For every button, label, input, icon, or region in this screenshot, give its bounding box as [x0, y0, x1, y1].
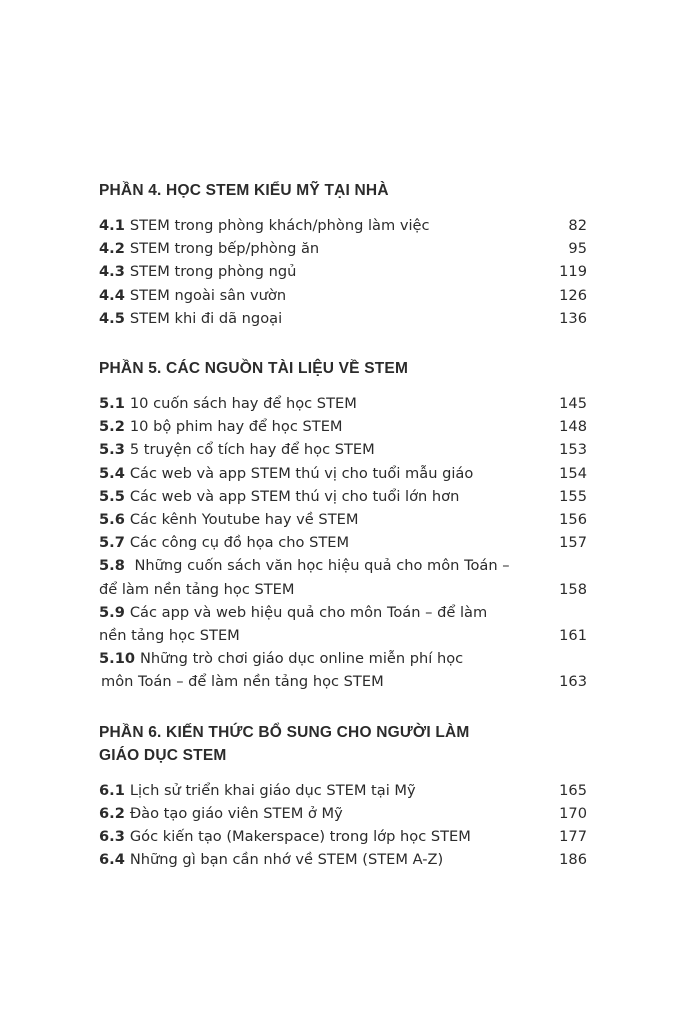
toc-entry: [99, 284, 587, 307]
section-title: PHẦN 5. CÁC NGUỒN TÀI LIỆU VỀ STEM: [99, 360, 409, 378]
entry-page: 163: [559, 673, 587, 691]
entry-number: 5.4: [99, 464, 125, 482]
section-6: [99, 721, 587, 872]
entry-number: 5.10: [99, 650, 136, 668]
entry-number: 5.8: [99, 557, 125, 575]
toc-entry: [99, 647, 587, 693]
entry-title: 5.9 Các app và web hiệu quả cho môn Toán – để làm nền tảng học STEM: [99, 603, 488, 645]
toc-entry: [99, 237, 587, 260]
entry-title: STEM trong phòng ngủ: [129, 263, 297, 281]
entry-number: 5.3: [99, 441, 125, 459]
toc-entry: [99, 601, 587, 647]
toc-entry: [99, 415, 587, 438]
entry-number: 6.4: [99, 851, 125, 869]
entry-page: 161: [559, 627, 587, 645]
toc-entry: [99, 485, 587, 508]
toc-entry: [99, 779, 587, 802]
entry-number: 4.5: [99, 309, 125, 327]
entry-number: 5.5: [99, 487, 125, 505]
entry-page: 148: [559, 418, 587, 436]
section-4: [99, 179, 587, 330]
entry-page: 95: [568, 240, 587, 258]
entry-number: 6.1: [99, 781, 125, 799]
toc-entry: [99, 392, 587, 415]
entry-title: Các web và app STEM thú vị cho tuổi lớn hơn: [129, 487, 460, 505]
entry-title: STEM khi đi dã ngoại: [129, 309, 283, 327]
entry-title: Những gì bạn cần nhớ về STEM (STEM A-Z): [129, 851, 444, 869]
entry-page: 170: [559, 804, 587, 822]
entry-page: 145: [559, 395, 587, 413]
entry-title: Các kênh Youtube hay về STEM: [129, 511, 359, 529]
entry-page: 157: [559, 534, 587, 552]
entry-page: 186: [559, 851, 587, 869]
entry-title: STEM trong phòng khách/phòng làm việc: [129, 217, 430, 234]
entry-number: 4.4: [99, 286, 125, 304]
toc-entry: [99, 508, 587, 531]
entry-title: 10 cuốn sách hay để học STEM: [129, 395, 357, 413]
toc-entry: [99, 260, 587, 283]
entry-number: 4.1: [99, 217, 125, 234]
entry-number: 6.3: [99, 828, 125, 846]
entry-page: 119: [559, 263, 587, 281]
entry-number: 5.2: [99, 418, 125, 436]
entry-title: Lịch sử triển khai giáo dục STEM tại Mỹ: [129, 781, 416, 799]
toc-entry: [99, 531, 587, 554]
entry-title: STEM ngoài sân vườn: [129, 286, 287, 304]
entry-title: 5 truyện cổ tích hay để học STEM: [129, 441, 375, 459]
entry-number: 5.6: [99, 511, 125, 529]
entry-page: 155: [559, 487, 587, 505]
entry-page: 136: [559, 309, 587, 327]
toc-entry: [99, 438, 587, 461]
entry-title: 5.10 Những trò chơi giáo dục online miễn phí học môn Toán – để làm nền tảng học STEM: [99, 650, 464, 691]
toc-entry: [99, 307, 587, 330]
entry-page: 153: [559, 441, 587, 459]
entry-page: 158: [559, 580, 587, 598]
entry-number: 4.2: [99, 240, 125, 258]
table-of-contents: [99, 179, 587, 898]
entry-number: 4.3: [99, 263, 125, 281]
entry-page: 154: [559, 464, 587, 482]
entry-title: 5.8 Những cuốn sách văn học hiệu quả cho môn Toán – để làm nền tảng học STEM: [99, 557, 510, 598]
entry-page: 82: [568, 217, 587, 234]
entry-page: 177: [559, 828, 587, 846]
entry-number: 6.2: [99, 804, 125, 822]
entry-number: 5.7: [99, 534, 125, 552]
entry-title: Các web và app STEM thú vị cho tuổi mẫu giáo: [129, 464, 474, 482]
entry-title: Góc kiến tạo (Makerspace) trong lớp học STEM: [129, 828, 471, 846]
section-title: PHẦN 6. KIẾN THỨC BỔ SUNG CHO NGƯỜI LÀM GIÁO DỤC STEM: [99, 723, 470, 764]
toc-entry: [99, 214, 587, 237]
toc-entry: [99, 554, 587, 600]
toc-entry: [99, 802, 587, 825]
entry-title: 10 bộ phim hay để học STEM: [129, 418, 343, 436]
entry-number: 5.9: [99, 603, 125, 621]
toc-entry: [99, 848, 587, 871]
section-5: [99, 357, 587, 694]
section-title: PHẦN 4. HỌC STEM KIỂU MỸ TẠI NHÀ: [99, 182, 389, 199]
entry-number: 5.1: [99, 395, 125, 413]
entry-title: Các công cụ đồ họa cho STEM: [129, 534, 350, 552]
entry-title: Đào tạo giáo viên STEM ở Mỹ: [129, 804, 343, 822]
entry-page: 126: [559, 286, 587, 304]
entry-title: STEM trong bếp/phòng ăn: [129, 240, 320, 258]
entry-page: 165: [559, 781, 587, 799]
toc-entry: [99, 825, 587, 848]
toc-entry: [99, 462, 587, 485]
entry-page: 156: [559, 511, 587, 529]
